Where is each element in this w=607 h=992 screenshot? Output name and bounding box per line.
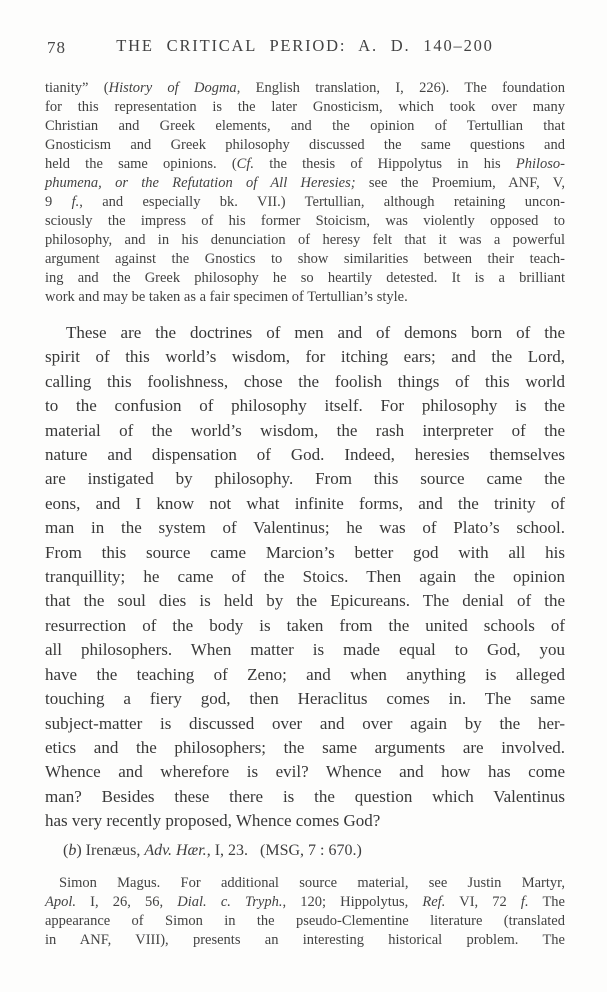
text-line: etics and the philosophers; the same arguments are involved. — [45, 737, 565, 757]
text-line: has very recently proposed, Whence comes God? — [45, 811, 381, 831]
citation-line — [45, 842, 565, 860]
text-line: subject-matter is discussed over and over again by the her- — [45, 713, 565, 733]
intro-note-paragraph — [45, 79, 565, 307]
text-line: Whence and wherefore is evil? Whence and how has come — [45, 762, 565, 782]
text-line: philosophy, and in his denunciation of heresy felt that it was a powerful — [45, 232, 565, 248]
excerpt-paragraph — [45, 321, 565, 834]
text-line: argument against the Gnostics to show similarities between their teach- — [45, 251, 565, 267]
text-line: held the same opinions. (Cf. the thesis of Hippolytus in his Philoso- — [45, 156, 565, 172]
text-line: material of the world’s wisdom, the rash interpreter of the — [45, 420, 565, 440]
text-line: man in the system of Valentinus; he was of Plato’s school. — [45, 518, 565, 538]
text-line: (b) Irenæus, Adv. Hær., I, 23. (MSG, 7 : 670.) — [63, 842, 362, 859]
text-line: man? Besides these there is the question which Valentinus — [45, 786, 565, 806]
text-line: all philosophers. When matter is made equal to God, you — [45, 640, 565, 660]
text-line: appearance of Simon in the pseudo-Clementine literature (translated — [45, 913, 565, 929]
text-line: to the confusion of philosophy itself. For philosophy is the — [45, 396, 565, 416]
source-note-paragraph — [45, 874, 565, 950]
page-number: 78 — [47, 38, 66, 57]
text-line: spirit of this world’s wisdom, for itching ears; and the Lord, — [45, 347, 565, 367]
text-line: Apol. I, 26, 56, Dial. c. Tryph., 120; Hippolytus, Ref. VI, 72 f. The — [45, 894, 565, 910]
text-line: in ANF, VIII), presents an interesting historical problem. The — [45, 932, 565, 948]
text-line: that the soul dies is held by the Epicureans. The denial of the — [45, 591, 565, 611]
text-line: From this source came Marcion’s better god with all his — [45, 542, 565, 562]
text-line: for this representation is the later Gnosticism, which took over many — [45, 99, 565, 115]
text-line: resurrection of the body is taken from the united schools of — [45, 615, 565, 635]
text-line: tranquillity; he came of the Stoics. Then again the opinion — [45, 567, 565, 587]
running-title: THE CRITICAL PERIOD: A. D. 140–200 — [116, 36, 494, 55]
text-line: ing and the Greek philosophy he so heartily detested. It is a brilliant — [45, 270, 565, 286]
text-line: touching a fiery god, then Heraclitus comes in. The same — [45, 689, 565, 709]
page-header — [45, 36, 565, 62]
text-line: 9 f., and especially bk. VII.) Tertullian, although retaining uncon- — [45, 194, 566, 210]
text-line: work and may be taken as a fair specimen of Tertullian’s style. — [45, 289, 408, 305]
text-line: Gnosticism and Greek philosophy discussed the same questions and — [45, 137, 565, 153]
text-line: have the teaching of Zeno; and when anything is alleged — [45, 664, 565, 684]
text-line: phumena, or the Refutation of All Heresies; see the Proemium, ANF, V, — [45, 175, 565, 191]
text-line: tianity” (History of Dogma, English translation, I, 226). The foundation — [45, 80, 565, 96]
text-line: eons, and I know not what infinite forms, and the trinity of — [45, 493, 565, 513]
text-line: Christian and Greek elements, and the opinion of Tertullian that — [45, 118, 565, 134]
text-line: nature and dispensation of God. Indeed, heresies themselves — [45, 445, 565, 465]
text-line: Simon Magus. For additional source material, see Justin Martyr, — [59, 875, 565, 891]
text-line: These are the doctrines of men and of demons born of the — [66, 323, 565, 342]
text-line: calling this foolishness, chose the foolish things of this world — [45, 371, 565, 391]
text-line: are instigated by philosophy. From this source came the — [45, 469, 565, 489]
text-line: sciously the impress of his former Stoicism, was violently opposed to — [45, 213, 565, 229]
